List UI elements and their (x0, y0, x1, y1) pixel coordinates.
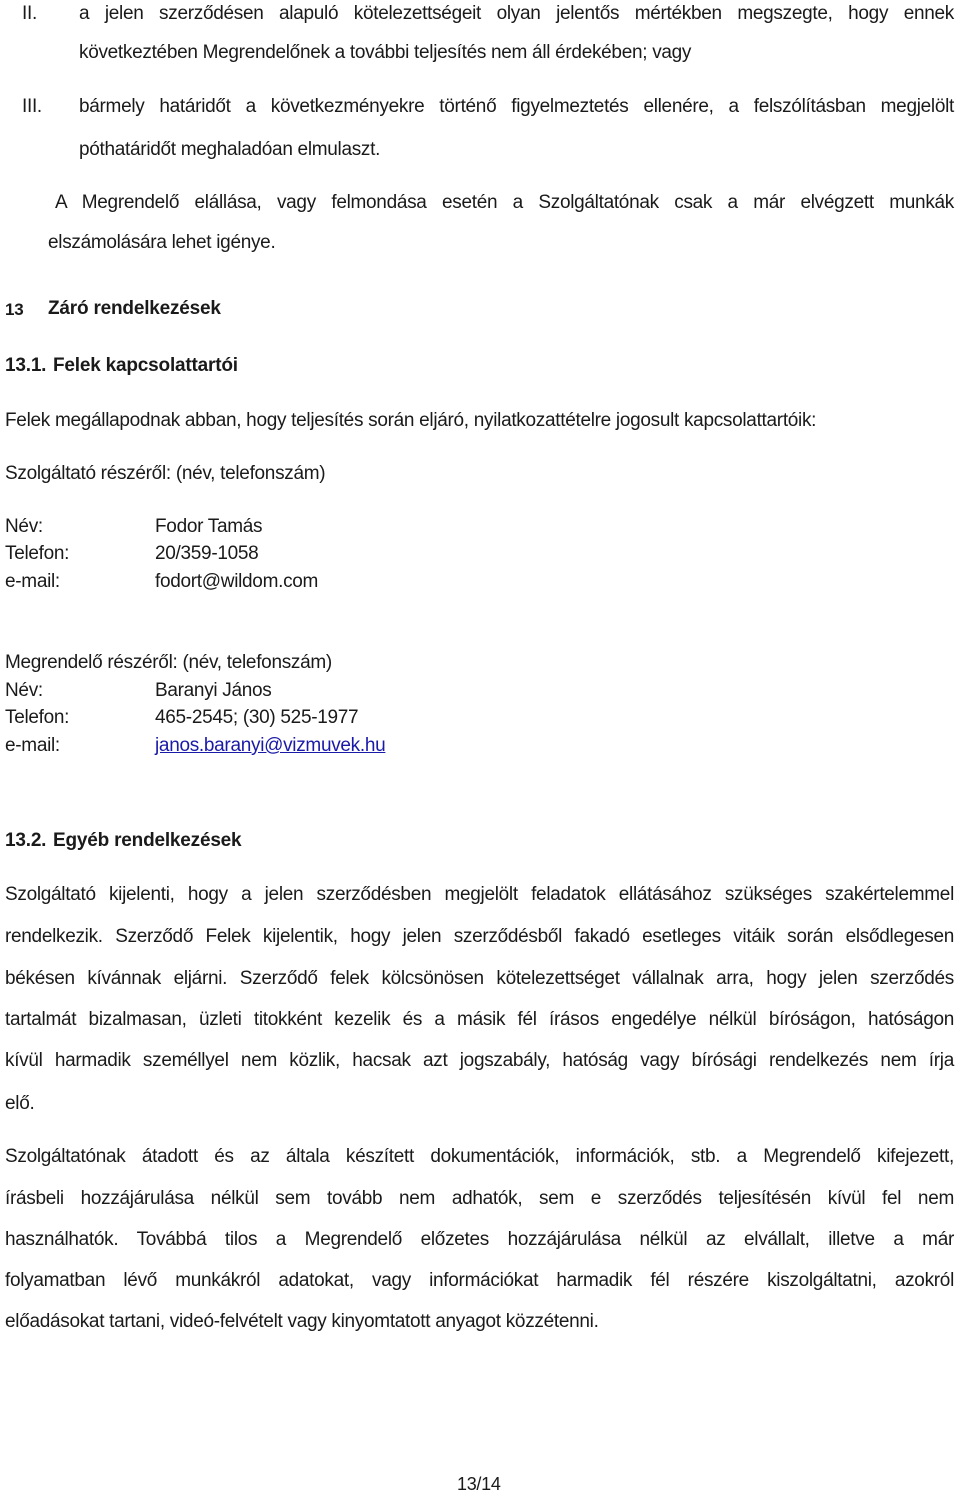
list-item-iii-line-1: bármely határidőt a következményekre történő figyelmeztetés ellenére, a felszólításban megjelölt (79, 96, 954, 117)
paragraph-2-line-2: írásbeli hozzájárulása nélkül sem tovább nem adhatók, sem e szerződés teljesítésén kívül fel nem (5, 1188, 954, 1209)
provider-email-label: e-mail: (5, 571, 60, 592)
client-name-label: Név: (5, 680, 43, 701)
list-item-ii-line-1: a jelen szerződésen alapuló kötelezettségeit olyan jelentős mértékben megszegte, hogy ennek (79, 3, 954, 24)
paragraph-1-line-3: békésen kívánnak eljárni. Szerződő felek kölcsönösen kötelezettséget vállalnak arra, hogy jelen szerződés (5, 968, 954, 989)
paragraph-2-line-4: folyamatban lévő munkákról adatokat, vagy információkat harmadik fél részére kiszolgáltatni, azokról (5, 1270, 954, 1291)
paragraph-1-line-5: kívül harmadik személlyel nem közlik, hacsak azt jogszabály, hatóság vagy bírósági rendelkezés nem írja (5, 1050, 954, 1071)
provider-phone-label: Telefon: (5, 543, 70, 564)
paragraph-2-line-3: használhatók. Továbbá tilos a Megrendelő előzetes hozzájárulása nélkül az elvállalt, illetve a már (5, 1229, 954, 1250)
paragraph-1-line-6: elő. (5, 1093, 35, 1114)
withdrawal-paragraph-line-2: elszámolására lehet igénye. (48, 232, 276, 253)
paragraph-2-line-5: előadásokat tartani, videó-felvételt vagy kinyomtatott anyagot közzétenni. (5, 1311, 599, 1332)
contacts-intro: Felek megállapodnak abban, hogy teljesítés során eljáró, nyilatkozattételre jogosult kapcsolattartóik: (5, 410, 817, 431)
list-numeral-iii: III. (22, 96, 42, 117)
section-13-title: Záró rendelkezések (48, 298, 221, 319)
section-13-2-number: 13.2. (5, 830, 47, 851)
client-heading: Megrendelő részéről: (név, telefonszám) (5, 652, 332, 673)
paragraph-1-line-1: Szolgáltató kijelenti, hogy a jelen szerződésben megjelölt feladatok ellátásához szükséges szakértelemmel (5, 884, 954, 905)
withdrawal-paragraph-line-1: A Megrendelő elállása, vagy felmondása esetén a Szolgáltatónak csak a már elvégzett munkák (55, 192, 954, 213)
section-13-2-title: Egyéb rendelkezések (53, 830, 242, 851)
section-13-1-title: Felek kapcsolattartói (53, 355, 238, 376)
list-numeral-ii: II. (22, 3, 37, 24)
paragraph-1-line-2: rendelkezik. Szerződő Felek kijelentik, hogy jelen szerződésből fakadó esetleges vitáik során elsődlegesen (5, 926, 954, 947)
client-name-value: Baranyi János (155, 680, 272, 701)
section-13-1-number: 13.1. (5, 355, 47, 376)
paragraph-1-line-4: tartalmát bizalmasan, üzleti titokként kezelik és a másik fél írásos engedélye nélkül bíróságon, hatóságon (5, 1009, 954, 1030)
client-email-label: e-mail: (5, 735, 60, 756)
provider-name-label: Név: (5, 516, 43, 537)
provider-name-value: Fodor Tamás (155, 516, 263, 537)
provider-phone-value: 20/359-1058 (155, 543, 259, 564)
list-item-iii-line-2: póthatáridőt meghaladóan elmulaszt. (79, 139, 381, 160)
provider-email-value: fodort@wildom.com (155, 571, 319, 592)
client-phone-label: Telefon: (5, 707, 70, 728)
page-number: 13/14 (457, 1474, 501, 1494)
paragraph-2-line-1: Szolgáltatónak átadott és az általa készített dokumentációk, információk, stb. a Megrendelő kifejezett, (5, 1146, 954, 1167)
client-email-link[interactable]: janos.baranyi@vizmuvek.hu (155, 735, 386, 756)
list-item-ii-line-2: következtében Megrendelőnek a további teljesítés nem áll érdekében; vagy (79, 42, 692, 63)
provider-heading: Szolgáltató részéről: (név, telefonszám) (5, 463, 326, 484)
section-13-number: 13 (5, 300, 24, 319)
client-phone-value: 465-2545; (30) 525-1977 (155, 707, 359, 728)
